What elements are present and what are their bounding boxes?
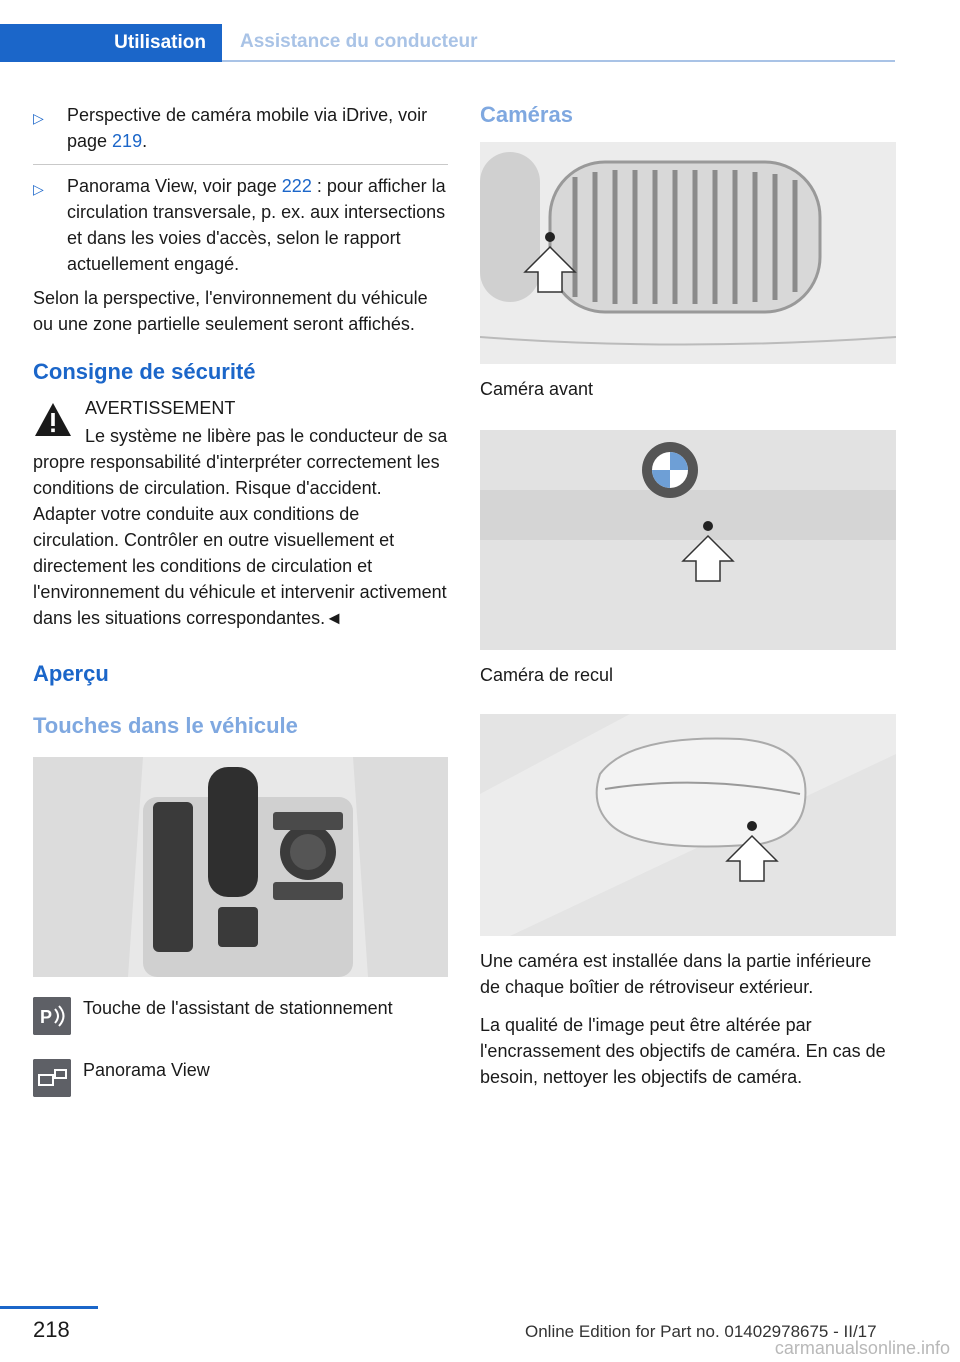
center-console-image xyxy=(33,757,448,977)
rear-camera-image xyxy=(480,430,896,650)
page-link-219[interactable]: 219 xyxy=(112,131,143,151)
cameras-heading: Caméras xyxy=(480,102,573,127)
svg-text:P: P xyxy=(40,1007,53,1027)
key-park-assist: P Touche de l'assistant de stationnement xyxy=(33,995,448,1035)
warning-icon xyxy=(33,401,73,439)
mirror-camera-image xyxy=(480,714,896,936)
warning-text: Le système ne libère pas le conducteur de sa propre responsabilité d'interpréter correctement les conditions de circulation. Risque d'accident. Adapter votre conduite aux conditions de circulation. Contrôler en outre visuellement et directement les conditions de circulation et l'environnement du véhicule et intervenir activement dans les situations correspondantes.◄ xyxy=(33,426,448,628)
caption-rear: Caméra de recul xyxy=(480,665,614,685)
watermark: carmanualsonline.info xyxy=(774,1338,950,1358)
left-column xyxy=(33,102,448,1097)
cleaning-paragraph: La qualité de l'image peut être altérée par l'encrassement des objectifs de caméra. En cas de besoin, nettoyer les objectifs de caméra. xyxy=(480,1015,886,1087)
park-assist-icon xyxy=(33,997,71,1035)
keys-heading: Touches dans le véhicule xyxy=(33,713,298,738)
mirror-paragraph: Une caméra est installée dans la partie inférieure de chaque boîtier de rétroviseur extérieur. xyxy=(480,951,872,997)
triangle-bullet-icon: ▷ xyxy=(33,110,44,126)
key-panorama-view: Panorama View xyxy=(33,1057,448,1097)
page-rule xyxy=(0,1306,98,1309)
caption-front: Caméra avant xyxy=(480,379,594,399)
page-link-222[interactable]: 222 xyxy=(281,176,312,196)
warning-title: AVERTISSEMENT xyxy=(85,398,236,418)
right-column xyxy=(480,102,896,1090)
list-item: ▷ Panorama View, voir page 222 : pour afficher la circulation transversale, p. ex. aux intersections et dans les voies d'accès, selon le rapport actuellement engagé. xyxy=(33,176,446,274)
list-item: ▷ Perspective de caméra mobile via iDrive, voir page 219. xyxy=(33,102,448,165)
tab-assistance[interactable]: Assistance du conducteur xyxy=(222,24,895,62)
page-number: 218 xyxy=(33,1317,70,1342)
panorama-view-icon xyxy=(33,1059,71,1097)
front-camera-image xyxy=(480,142,896,364)
overview-heading: Aperçu xyxy=(33,661,109,686)
warning-box xyxy=(33,395,448,421)
header xyxy=(0,24,895,62)
tab-utilisation[interactable]: Utilisation xyxy=(0,24,222,62)
edition-note: Online Edition for Part no. 01402978675 - II/17 xyxy=(525,1322,877,1341)
safety-heading: Consigne de sécurité xyxy=(33,359,256,384)
triangle-bullet-icon: ▷ xyxy=(33,181,44,197)
intro-paragraph: Selon la perspective, l'environnement du véhicule ou une zone partielle seulement seront affichés. xyxy=(33,288,428,334)
